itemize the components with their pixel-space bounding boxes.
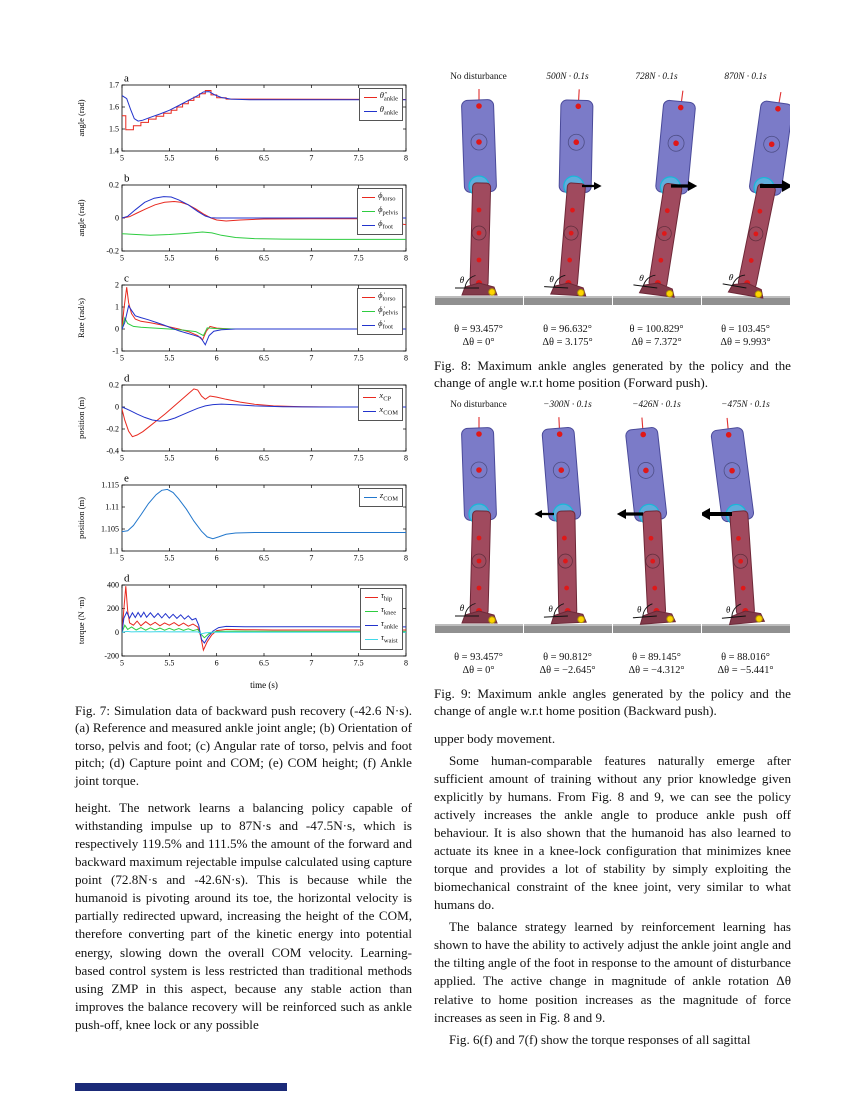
theta-symbol: θ: [636, 603, 642, 615]
svg-text:6: 6: [214, 453, 219, 463]
fig8-cell-1: [434, 72, 523, 349]
toe-contact-marker: [666, 290, 673, 297]
chart-panel-a-0: [75, 72, 412, 172]
x-axis-label: time (s): [250, 680, 278, 690]
svg-text:7.5: 7.5: [353, 353, 364, 363]
push-arrow-head-icon: [594, 182, 602, 190]
svg-text:0.2: 0.2: [109, 380, 119, 390]
svg-text:6.5: 6.5: [259, 453, 269, 463]
right-paragraph-1: upper body movement.: [434, 730, 556, 746]
ankle-angle-label: θ = 96.632°: [543, 324, 592, 335]
ankle-angle-label: θ = 103.45°: [721, 324, 770, 335]
legend-entry: [364, 90, 398, 104]
legend-label: $\phi̇_{torso}$: [378, 290, 396, 303]
chart-legend: [359, 488, 403, 507]
right-paragraph-2: Some human-comparable features naturally emerge after sufficient amount of training without any prior knowledge given explicitly by humans. From Fig. 8 and 9, we can see the policy actively increases the ankle angle to produce ankle push off behaviour. It is also shown that the humanoid has also learned to actuate its knee in a knee-lock configuration that minimizes knee torque and provides a lot of stability by simply exploiting the biomechanical constraint of the knee joint, very similar to what humans do.: [434, 752, 791, 913]
y-axis-label: angle (rad): [76, 199, 86, 237]
delta-angle-label: Δθ = 3.175°: [542, 337, 593, 348]
legend-entry: [362, 318, 398, 332]
legend-label: $\thetâ_{ankle}$: [379, 90, 398, 103]
figure7-chart-stack: [75, 72, 412, 694]
legend-line-sample-icon: [363, 397, 376, 398]
svg-text:5: 5: [120, 553, 124, 563]
disturbance-label: No disturbance: [450, 72, 507, 82]
ankle-angle-label: θ = 90.812°: [543, 651, 592, 663]
delta-angle-label: Δθ = 9.993°: [720, 337, 771, 348]
delta-angle-label: Δθ = 0°: [462, 337, 495, 348]
svg-text:5: 5: [120, 353, 124, 363]
chart-legend: [360, 588, 403, 650]
svg-text:0: 0: [115, 627, 119, 637]
legend-line-sample-icon: [364, 97, 377, 98]
svg-text:1.6: 1.6: [109, 102, 119, 112]
legend-entry: [364, 104, 398, 118]
svg-text:5.5: 5.5: [164, 153, 175, 163]
toe-contact-marker: [754, 291, 761, 298]
toe-contact-marker: [666, 615, 673, 622]
svg-text:7.5: 7.5: [353, 553, 364, 563]
chart-svg: [75, 472, 412, 572]
right-column: [434, 72, 791, 1049]
legend-line-sample-icon: [362, 325, 375, 326]
chart-svg: [75, 372, 412, 472]
svg-text:7.5: 7.5: [353, 658, 364, 668]
svg-text:5: 5: [120, 253, 124, 263]
delta-angle-label: Δθ = −4.312°: [628, 664, 685, 676]
humanoid-figure: [524, 86, 612, 318]
y-axis-label: angle (rad): [76, 99, 86, 137]
push-arrow-head-icon: [702, 508, 710, 520]
theta-symbol: θ: [548, 273, 554, 285]
fig7-caption: Fig. 7: Simulation data of backward push recovery (-42.6 N·s). (a) Reference and measured ankle joint angle; (b) Orientation of torso, pelvis and foot; (c) Angular rate of torso, pelvis and foot pitch; (d) Capture point and COM; (e) COM height; (f) Ankle joint torque.: [75, 703, 412, 788]
legend-label: $\phi_{torso}$: [378, 190, 396, 203]
figure8: [434, 72, 791, 349]
legend-entry: [362, 190, 398, 204]
disturbance-label: −426N · 0.1s: [632, 399, 681, 410]
toe-contact-marker: [577, 289, 584, 296]
svg-text:7.5: 7.5: [353, 453, 364, 463]
legend-line-sample-icon: [362, 225, 375, 226]
svg-text:7.5: 7.5: [353, 253, 364, 263]
legend-line-sample-icon: [364, 497, 377, 498]
chart-panel-d-3: [75, 372, 412, 472]
right-paragraph-4: Fig. 6(f) and 7(f) show the torque responses of all sagittal: [449, 1031, 751, 1047]
svg-text:1.11: 1.11: [105, 502, 119, 512]
legend-line-sample-icon: [365, 597, 378, 598]
svg-text:2: 2: [115, 280, 119, 290]
svg-text:7: 7: [309, 553, 314, 563]
legend-line-sample-icon: [364, 111, 377, 112]
svg-text:7: 7: [309, 153, 314, 163]
svg-text:1: 1: [115, 302, 119, 312]
fig9-caption: Fig. 9: Maximum ankle angles generated by the policy and the change of angle w.r.t home position (Backward push).: [434, 685, 791, 719]
fig8-cell-3: [612, 72, 701, 349]
legend-line-sample-icon: [365, 611, 378, 612]
svg-text:5.5: 5.5: [164, 353, 175, 363]
humanoid-figure: [702, 86, 790, 318]
legend-label: $\tau_{ankle}$: [380, 618, 398, 631]
toe-contact-marker: [488, 617, 494, 623]
ankle-angle-label: θ = 93.457°: [454, 651, 503, 663]
svg-text:6.5: 6.5: [259, 658, 269, 668]
svg-text:8: 8: [404, 353, 408, 363]
humanoid-figure: [435, 86, 523, 318]
push-arrow-head-icon: [782, 180, 790, 192]
toe-contact-marker: [488, 289, 494, 295]
disturbance-label: 728N · 0.1s: [635, 72, 678, 82]
disturbance-label: No disturbance: [450, 399, 507, 410]
leg: [559, 183, 585, 288]
svg-text:5.5: 5.5: [164, 453, 175, 463]
legend-entry: [365, 632, 398, 646]
left-column: [75, 72, 412, 1034]
chart-panel-d-5: [75, 572, 412, 694]
svg-text:5.5: 5.5: [164, 658, 175, 668]
chart-panel-e-4: [75, 472, 412, 572]
svg-text:8: 8: [404, 253, 408, 263]
svg-text:5.5: 5.5: [164, 553, 175, 563]
legend-label: $\phi_{foot}$: [378, 218, 393, 231]
svg-text:1.1: 1.1: [109, 546, 119, 556]
legend-entry: [363, 390, 398, 404]
svg-text:8: 8: [404, 453, 408, 463]
svg-text:-1: -1: [112, 346, 119, 356]
legend-line-sample-icon: [362, 211, 375, 212]
svg-text:5.5: 5.5: [164, 253, 175, 263]
svg-text:6: 6: [214, 253, 219, 263]
svg-text:8: 8: [404, 658, 408, 668]
leg: [469, 511, 490, 615]
svg-text:7: 7: [309, 353, 314, 363]
legend-entry: [364, 490, 398, 504]
svg-text:5: 5: [120, 153, 124, 163]
disturbance-label: 500N · 0.1s: [546, 72, 589, 82]
legend-line-sample-icon: [362, 297, 375, 298]
legend-entry: [362, 204, 398, 218]
toe-contact-marker: [755, 615, 762, 622]
ankle-angle-label: θ = 93.457°: [454, 324, 503, 335]
svg-text:6.5: 6.5: [259, 353, 269, 363]
svg-text:0: 0: [115, 213, 119, 223]
theta-symbol: θ: [459, 602, 464, 613]
svg-text:6.5: 6.5: [259, 253, 269, 263]
svg-text:1.7: 1.7: [109, 80, 119, 90]
disturbance-label: −300N · 0.1s: [543, 399, 592, 410]
legend-entry: [363, 404, 398, 418]
svg-text:5: 5: [120, 453, 124, 463]
svg-text:0.2: 0.2: [109, 180, 119, 190]
ankle-angle-label: θ = 89.145°: [632, 651, 681, 663]
fig9-cell-2: [523, 400, 612, 677]
legend-label: $\phi̇_{pelvis}$: [378, 304, 398, 317]
y-axis-label: position (m): [76, 397, 86, 439]
svg-text:0: 0: [115, 402, 119, 412]
y-axis-label: Rate (rad/s): [76, 298, 86, 338]
left-paragraph: height. The network learns a balancing policy capable of withstanding impulse up to 87N·s and -47.5N·s, which is respectively 119.5% and 111.5% the amount of the forward and backward maximum rejectable impulse calculated using capture point (72.8N·s and -42.6N·s). This is because while the humanoid is pivoting around its toe, the horizontal velocity is partially redirected upward, increasing the height of the COM, therefore converting part of the kinetic energy into potential energy, slowing down the overall COM velocity. Learning-based control system is less restricted than traditional methods using ZMP in this aspect, because any stable action than improves the balance recovery will be reinforced such as ankle push-off, knee lock or any possible: [75, 800, 412, 1032]
humanoid-figure: [613, 86, 701, 318]
chart-legend: [358, 388, 403, 421]
fig9-cell-1: [434, 400, 523, 677]
svg-text:6.5: 6.5: [259, 553, 269, 563]
svg-text:1.4: 1.4: [109, 146, 119, 156]
humanoid-figure: [524, 414, 612, 646]
chart-svg: [75, 72, 412, 172]
legend-label: $\theta_{ankle}$: [379, 104, 398, 117]
theta-symbol: θ: [727, 271, 734, 283]
legend-line-sample-icon: [365, 625, 378, 626]
panel-letter: a: [124, 72, 129, 85]
legend-entry: [365, 604, 398, 618]
humanoid-figure: [702, 414, 790, 646]
legend-entry: [365, 618, 398, 632]
delta-angle-label: Δθ = 0°: [462, 664, 495, 676]
svg-text:0: 0: [115, 324, 119, 334]
chart-panel-c-2: [75, 272, 412, 372]
chart-legend: [357, 288, 403, 335]
chart-legend: [357, 188, 403, 235]
push-arrow-head-icon: [534, 510, 542, 518]
fig9-cell-4: [701, 400, 790, 677]
legend-label: $x_{CP}$: [379, 390, 392, 403]
svg-text:8: 8: [404, 153, 408, 163]
humanoid-figure: [435, 414, 523, 646]
push-arrow-head-icon: [616, 509, 625, 519]
theta-symbol: θ: [724, 604, 731, 615]
legend-entry: [365, 590, 398, 604]
fig9-cell-3: [612, 400, 701, 677]
legend-label: $\tau_{hip}$: [380, 590, 393, 603]
panel-letter: d: [124, 372, 130, 385]
svg-text:-0.2: -0.2: [106, 424, 119, 434]
leg: [729, 510, 754, 615]
right-paragraph-3: The balance strategy learned by reinforcement learning has shown to have the ability to actively adjust the ankle joint angle and the tilting angle of the foot in response to the amount of disturbance applied. The active change in magnitude of ankle rotation Δθ relative to home position increases as the magnitude of force increases as seen in Fig. 8 and 9.: [434, 919, 791, 1025]
legend-line-sample-icon: [362, 311, 375, 312]
humanoid-figure: [613, 414, 701, 646]
svg-text:1.105: 1.105: [101, 524, 119, 534]
svg-text:7: 7: [309, 253, 314, 263]
fig8-cell-4: [701, 72, 790, 349]
svg-text:-200: -200: [104, 651, 119, 661]
theta-symbol: θ: [547, 603, 553, 614]
legend-line-sample-icon: [365, 639, 378, 640]
svg-text:6.5: 6.5: [259, 153, 269, 163]
legend-entry: [362, 218, 398, 232]
leg: [469, 183, 490, 287]
svg-text:8: 8: [404, 553, 408, 563]
legend-entry: [362, 304, 398, 318]
y-axis-label: torque (N ·m): [76, 596, 86, 645]
legend-label: $\tau_{waist}$: [380, 632, 398, 646]
fig8-caption: Fig. 8: Maximum ankle angles generated by the policy and the change of angle w.r.t home position (Forward push).: [434, 358, 791, 391]
legend-label: $\tau_{knee}$: [380, 604, 397, 617]
disturbance-label: −475N · 0.1s: [721, 399, 770, 410]
svg-text:6: 6: [214, 153, 219, 163]
ankle-angle-label: θ = 88.016°: [721, 651, 770, 663]
chart-legend: [359, 88, 403, 121]
toe-contact-marker: [577, 616, 584, 623]
legend-label: $z_{COM}$: [379, 490, 398, 503]
fig8-cell-2: [523, 72, 612, 349]
legend-entry: [362, 290, 398, 304]
ankle-angle-label: θ = 100.829°: [629, 324, 684, 335]
legend-line-sample-icon: [363, 411, 376, 412]
panel-letter: c: [124, 272, 129, 285]
legend-line-sample-icon: [362, 197, 375, 198]
svg-text:400: 400: [107, 580, 119, 590]
leg: [648, 183, 682, 289]
legend-label: $\phi̇_{foot}$: [378, 318, 393, 331]
chart-panel-b-1: [75, 172, 412, 272]
svg-text:6: 6: [214, 353, 219, 363]
svg-text:7.5: 7.5: [353, 153, 364, 163]
svg-text:1.115: 1.115: [101, 480, 119, 490]
panel-letter: b: [124, 172, 130, 185]
svg-text:6: 6: [214, 658, 219, 668]
svg-text:7: 7: [309, 658, 314, 668]
legend-label: $x_{COM}$: [379, 404, 398, 417]
svg-text:7: 7: [309, 453, 314, 463]
svg-text:1.5: 1.5: [109, 124, 119, 134]
legend-label: $\phi_{pelvis}$: [378, 204, 398, 217]
leg: [556, 511, 576, 615]
panel-letter: e: [124, 472, 129, 485]
svg-text:5: 5: [120, 658, 124, 668]
push-arrow-head-icon: [688, 181, 697, 191]
theta-symbol: θ: [638, 272, 644, 284]
y-axis-label: position (m): [76, 497, 86, 539]
svg-text:6: 6: [214, 553, 219, 563]
delta-angle-label: Δθ = −2.645°: [539, 664, 596, 676]
footer-bar: [75, 1083, 287, 1091]
delta-angle-label: Δθ = 7.372°: [631, 337, 682, 348]
theta-symbol: θ: [459, 275, 464, 285]
disturbance-label: 870N · 0.1s: [724, 72, 767, 82]
svg-text:200: 200: [107, 604, 119, 614]
svg-text:-0.4: -0.4: [106, 446, 119, 456]
leg: [737, 183, 775, 289]
figure9: [434, 400, 791, 677]
svg-text:-0.2: -0.2: [106, 246, 119, 256]
panel-letter: d: [124, 572, 130, 585]
delta-angle-label: Δθ = −5.441°: [717, 664, 774, 676]
